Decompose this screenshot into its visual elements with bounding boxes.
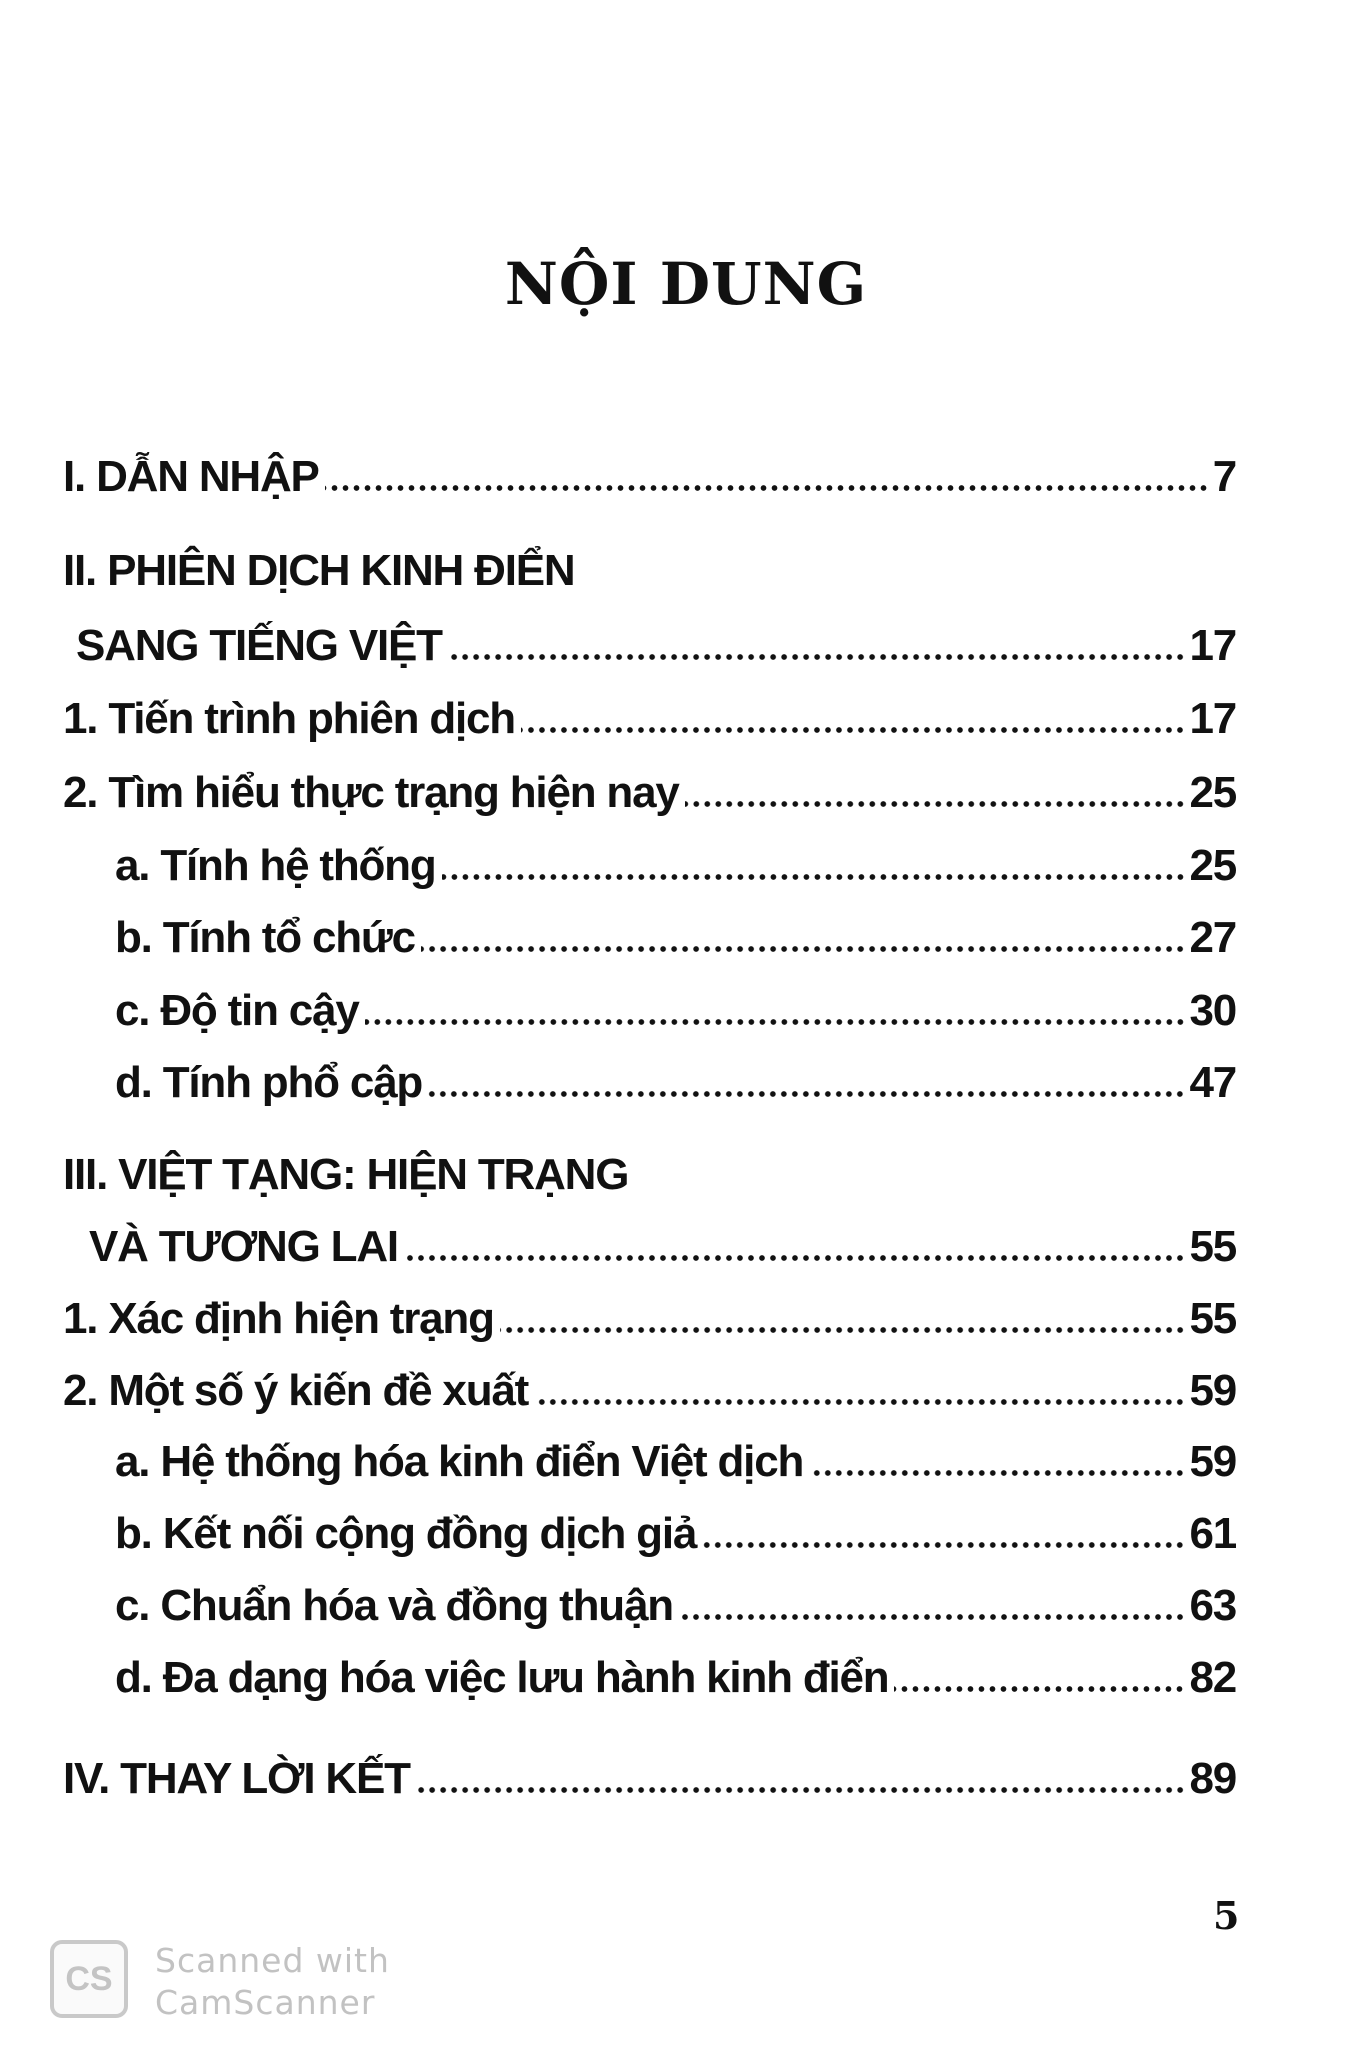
toc-entry — [63, 1751, 1236, 1807]
dot-leader — [534, 1395, 1185, 1409]
toc-entry — [115, 838, 1236, 894]
toc-entry — [115, 1055, 1236, 1111]
dot-leader — [416, 1783, 1186, 1797]
toc-entry — [115, 1578, 1236, 1634]
toc-entry — [115, 910, 1236, 966]
page-title: NỘI DUNG — [504, 250, 868, 318]
dot-leader — [521, 723, 1185, 737]
toc-label: a. Tính hệ thống — [115, 841, 436, 890]
toc-page: 25 — [1189, 841, 1236, 890]
toc-entry — [115, 1650, 1236, 1706]
toc-label: VÀ TƯƠNG LAI — [89, 1222, 398, 1271]
dot-leader — [448, 650, 1186, 664]
dot-leader — [428, 1087, 1185, 1101]
toc-label: a. Hệ thống hóa kinh điển Việt dịch — [115, 1437, 804, 1486]
toc-entry — [63, 765, 1236, 821]
toc-label: III. VIỆT TẠNG: HIỆN TRẠNG — [63, 1150, 629, 1199]
toc-entry — [63, 1291, 1236, 1347]
dot-leader — [325, 481, 1209, 495]
toc-label: II. PHIÊN DỊCH KINH ĐIỂN — [63, 546, 575, 595]
dot-leader — [500, 1323, 1186, 1337]
dot-leader — [809, 1466, 1185, 1480]
dot-leader — [894, 1682, 1185, 1696]
toc-label: c. Độ tin cậy — [115, 986, 359, 1035]
toc-entry — [76, 618, 1236, 674]
toc-heading-line — [63, 543, 1236, 599]
page-number: 5 — [1213, 1893, 1240, 1938]
camscanner-watermark — [155, 1940, 390, 2024]
toc-page: 27 — [1189, 913, 1236, 962]
toc-entry — [63, 691, 1236, 747]
toc-page: 59 — [1189, 1366, 1236, 1415]
toc-label: I. DẪN NHẬP — [63, 452, 319, 501]
toc-entry — [89, 1219, 1236, 1275]
toc-label: SANG TIẾNG VIỆT — [76, 621, 442, 670]
toc-label: d. Tính phổ cập — [115, 1058, 423, 1107]
toc-entry — [63, 449, 1236, 505]
toc-label: c. Chuẩn hóa và đồng thuận — [115, 1581, 673, 1630]
toc-heading-line — [63, 1147, 1236, 1203]
toc-entry — [115, 1506, 1236, 1562]
toc-page: 82 — [1189, 1653, 1236, 1702]
dot-leader — [421, 942, 1186, 956]
watermark-line2: CamScanner — [155, 1983, 376, 2022]
toc-page: 25 — [1189, 768, 1236, 817]
toc-page: 55 — [1189, 1222, 1236, 1271]
dot-leader — [442, 870, 1186, 884]
toc-label: 2. Một số ý kiến đề xuất — [63, 1366, 529, 1415]
toc-page: 63 — [1189, 1581, 1236, 1630]
toc-page: 17 — [1189, 694, 1236, 743]
watermark-line1: Scanned with — [155, 1941, 390, 1980]
toc-page: 55 — [1189, 1294, 1236, 1343]
toc-label: 2. Tìm hiểu thực trạng hiện nay — [63, 768, 679, 817]
camscanner-logo-icon — [50, 1940, 128, 2018]
toc-label: 1. Xác định hiện trạng — [63, 1294, 494, 1343]
toc-label: b. Tính tổ chức — [115, 913, 415, 962]
toc-label: b. Kết nối cộng đồng dịch giả — [115, 1509, 697, 1558]
dot-leader — [702, 1538, 1185, 1552]
toc-label: d. Đa dạng hóa việc lưu hành kinh điển — [115, 1653, 889, 1702]
toc-page: 89 — [1189, 1754, 1236, 1803]
toc-page: 30 — [1189, 986, 1236, 1035]
toc-entry — [115, 1434, 1236, 1490]
toc-page: 17 — [1189, 621, 1236, 670]
toc-entry — [63, 1363, 1236, 1419]
toc-page: 59 — [1189, 1437, 1236, 1486]
dot-leader — [404, 1251, 1185, 1265]
toc-page: 61 — [1189, 1509, 1236, 1558]
toc-page: 47 — [1189, 1058, 1236, 1107]
toc-entry — [115, 983, 1236, 1039]
dot-leader — [365, 1015, 1186, 1029]
toc-label: IV. THAY LỜI KẾT — [63, 1754, 410, 1803]
camscanner-logo-text: CS — [65, 1959, 113, 1998]
toc-page: 7 — [1212, 452, 1236, 501]
dot-leader — [679, 1610, 1186, 1624]
dot-leader — [685, 797, 1186, 811]
toc-label: 1. Tiến trình phiên dịch — [63, 694, 515, 743]
